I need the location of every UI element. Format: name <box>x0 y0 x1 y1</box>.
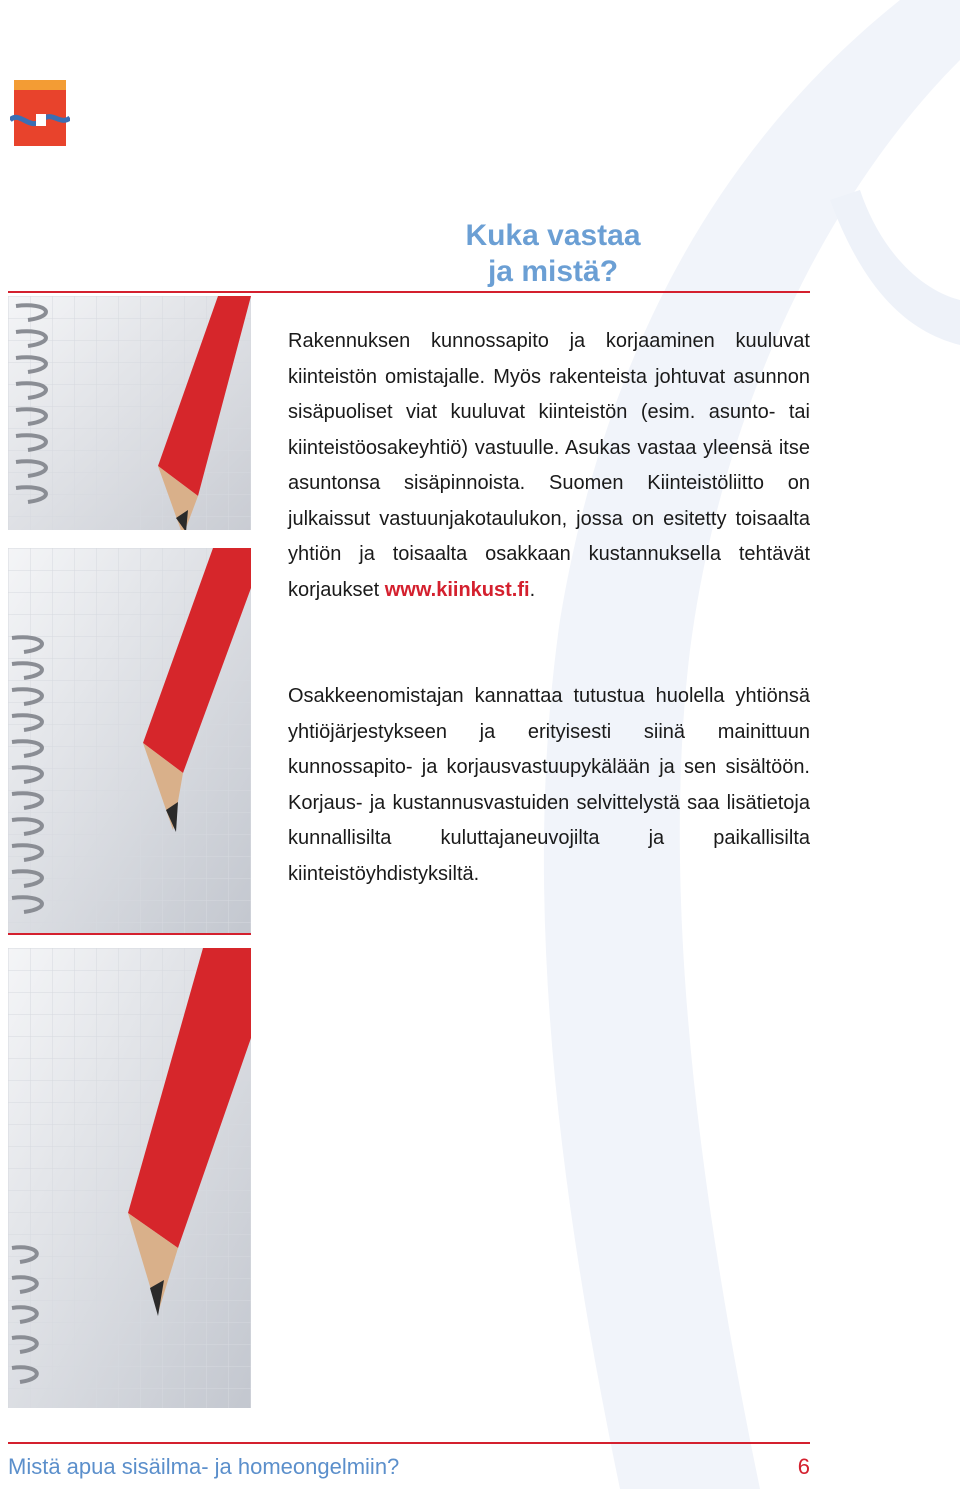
page-number: 6 <box>797 1454 810 1479</box>
title-divider <box>8 291 810 293</box>
page-title <box>420 218 686 290</box>
footer-divider <box>8 1442 810 1444</box>
photo-divider <box>8 933 251 935</box>
page-title-line-2: ja mistä? <box>487 255 619 288</box>
pencil-notebook-photo-1 <box>8 296 251 530</box>
paragraph-responsibilities-end: . <box>529 578 536 601</box>
paragraph-responsibilities <box>288 324 810 608</box>
pencil-notebook-photo-2 <box>8 548 251 934</box>
sisailma-logo <box>10 80 70 148</box>
footer-title: Mistä apua sisäilma- ja homeongelmiin? <box>8 1454 400 1479</box>
paragraph-responsibilities-text: Rakennuksen kunnossapito ja korjaaminen kuuluvat kiinteistön omistajalle. Myös rakenteista johtuvat asunnon sisäpuoliset viat kuuluvat kiinteistön (esim. asunto- tai kiinteistöosakeyhtiö) vastuulle. Asukas vastaa yleensä itse asuntonsa sisäpinnoista. Suomen Kiinteistöliitto on julkaissut vastuunjakotaulukon, jossa on esitetty toisaalta yhtiön ja toisaalta osakkaan kustannuksella tehtävät korjaukset <box>288 330 810 601</box>
kiinkust-link[interactable]: www.kiinkust.fi <box>384 578 530 601</box>
page-title-line-1: Kuka vastaa <box>465 219 641 252</box>
pencil-notebook-photo-3 <box>8 948 251 1408</box>
paragraph-shareholder-advice: Osakkeenomistajan kannattaa tutustua huolella yhtiönsä yhtiöjärjestykseen ja erityisesti siinä mainittuun kunnossapito- ja korjausvastuupykälään ja sen sisältöön. Korjaus- ja kustannusvastuiden selvittelystä saa lisätietoja kunnallisilta kuluttajaneuvojilta ja paikallisilta kiinteistöyhdistyksiltä. <box>288 685 810 885</box>
